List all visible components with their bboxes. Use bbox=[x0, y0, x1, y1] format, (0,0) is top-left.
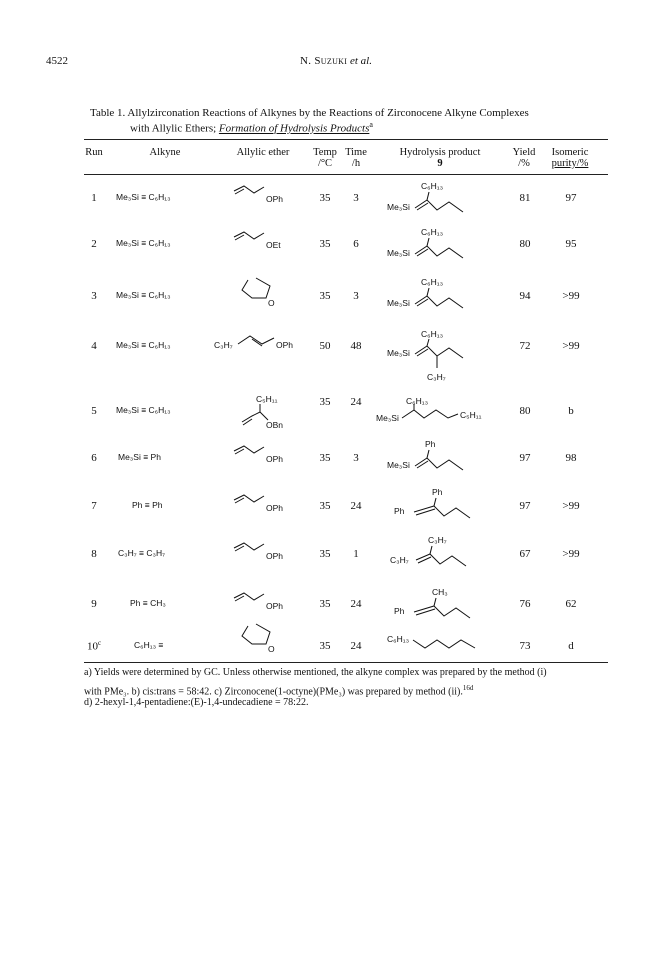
run-2: 2 bbox=[91, 238, 97, 250]
header-time bbox=[340, 147, 372, 169]
allyl-ether-structure-1 bbox=[232, 183, 312, 211]
allyl-ether-structure-6 bbox=[232, 443, 312, 471]
allyl-ether-structure-2 bbox=[232, 229, 312, 257]
footnote-line-2-text: with PMe₃. b) cis:trans = 58:42. c) Zirconocene(1-octyne)(PMe₃) was prepared by method (ii). bbox=[84, 686, 463, 698]
product-left-group: Me₃Si bbox=[376, 413, 399, 423]
yield-8: 67 bbox=[519, 548, 531, 560]
ether-label: O bbox=[268, 644, 275, 654]
temp-4: 50 bbox=[319, 340, 331, 352]
run-3: 3 bbox=[91, 290, 97, 302]
table-bottom-rule bbox=[84, 662, 608, 663]
purity-5: b bbox=[568, 405, 574, 417]
running-head-etal: et al. bbox=[349, 55, 372, 67]
run-4: 4 bbox=[91, 340, 97, 352]
yield-5: 80 bbox=[519, 405, 531, 417]
purity-10: d bbox=[568, 640, 574, 652]
time-9: 24 bbox=[350, 598, 362, 610]
time-7: 24 bbox=[350, 500, 362, 512]
running-head-author: N. Suzuki bbox=[300, 55, 348, 67]
alkyne-9 bbox=[130, 598, 166, 608]
product-structure-8 bbox=[388, 532, 498, 572]
alkyne-right: C₆H₁₃ bbox=[148, 238, 171, 248]
product-substituent: C₃H₇ bbox=[428, 535, 447, 545]
product-left-group: C₃H₇ bbox=[390, 555, 409, 565]
yield-1: 81 bbox=[519, 192, 531, 204]
header-purity bbox=[540, 147, 600, 169]
yield-6: 97 bbox=[519, 452, 531, 464]
ether-label: OPh bbox=[276, 340, 294, 350]
alkyne-4 bbox=[116, 340, 171, 350]
caption-note: a bbox=[369, 120, 373, 129]
table-caption bbox=[90, 107, 610, 135]
alkyne-left: Me₃Si bbox=[116, 238, 139, 248]
run-10-note: c bbox=[97, 639, 102, 647]
header-yield bbox=[508, 147, 540, 169]
triple-bond-icon: ≡ bbox=[144, 500, 150, 510]
purity-9: 62 bbox=[565, 598, 577, 610]
header-time-label: Time bbox=[345, 147, 367, 158]
ether-label: OBn bbox=[266, 420, 284, 430]
alkyne-5 bbox=[116, 405, 171, 415]
product-structure-5 bbox=[376, 394, 506, 428]
ether-label: OPh bbox=[266, 194, 284, 204]
alkyne-right: C₆H₁₃ bbox=[148, 405, 171, 415]
ether-top-group: C₅H₁₁ bbox=[256, 394, 278, 404]
alkyne-left: Me₃Si bbox=[116, 405, 139, 415]
table-top-rule bbox=[84, 139, 608, 140]
alkyne-right: Ph bbox=[152, 500, 163, 510]
yield-3: 94 bbox=[519, 290, 531, 302]
alkyne-10 bbox=[134, 640, 163, 650]
alkyne-left: Ph bbox=[130, 598, 141, 608]
triple-bond-icon: ≡ bbox=[141, 405, 147, 415]
triple-bond-icon: ≡ bbox=[143, 452, 149, 462]
product-left-group: Me₃Si bbox=[387, 202, 410, 212]
allyl-ether-structure-4 bbox=[214, 330, 312, 356]
allyl-ether-structure-5 bbox=[240, 392, 310, 434]
purity-7: >99 bbox=[562, 500, 580, 512]
product-substituent: C₆H₁₃ bbox=[421, 277, 444, 287]
allyl-ether-structure-7 bbox=[232, 492, 312, 520]
product-structure-4 bbox=[385, 326, 495, 386]
product-left-group: Me₃Si bbox=[387, 460, 410, 470]
alkyne-left: Me₃Si bbox=[116, 340, 139, 350]
caption-line-2 bbox=[90, 119, 610, 135]
run-10-number: 10 bbox=[86, 640, 98, 653]
temp-6: 35 bbox=[319, 452, 331, 464]
header-purity-unit: purity/% bbox=[551, 158, 589, 169]
alkyne-3 bbox=[116, 290, 171, 300]
allyl-ether-structure-8 bbox=[232, 540, 312, 568]
alkyne-7 bbox=[132, 500, 163, 510]
header-temp-label: Temp bbox=[313, 147, 337, 158]
time-10: 24 bbox=[350, 640, 362, 652]
yield-4: 72 bbox=[519, 340, 531, 352]
run-10 bbox=[84, 639, 104, 653]
time-3: 3 bbox=[353, 290, 359, 302]
purity-2: 95 bbox=[565, 238, 577, 250]
alkyne-right: C₃H₇ bbox=[146, 548, 166, 558]
product-structure-3 bbox=[385, 274, 495, 314]
product-structure-2 bbox=[385, 224, 495, 264]
product-substituent: C₆H₁₃ bbox=[421, 329, 444, 339]
header-yield-unit: /% bbox=[518, 158, 530, 169]
run-6: 6 bbox=[91, 452, 97, 464]
purity-4: >99 bbox=[562, 340, 580, 352]
temp-8: 35 bbox=[319, 548, 331, 560]
product-substituent: Ph bbox=[432, 487, 443, 497]
product-substituent: CH₃ bbox=[432, 587, 448, 597]
product-extra-group: C₃H₇ bbox=[427, 372, 446, 382]
footnote-line-1: a) Yields were determined by GC. Unless otherwise mentioned, the alkyne complex was prepared by the method (i) bbox=[84, 667, 547, 678]
header-temp bbox=[308, 147, 342, 169]
triple-bond-icon: ≡ bbox=[141, 238, 147, 248]
header-temp-unit: /°C bbox=[317, 158, 333, 169]
product-structure-9 bbox=[392, 584, 502, 624]
alkyne-8 bbox=[118, 548, 165, 558]
alkyne-left: Me₃Si bbox=[118, 452, 141, 462]
temp-1: 35 bbox=[319, 192, 331, 204]
product-right-group: C₅H₁₁ bbox=[460, 410, 482, 420]
temp-2: 35 bbox=[319, 238, 331, 250]
ether-prefix: C₃H₇ bbox=[214, 340, 233, 350]
yield-7: 97 bbox=[519, 500, 531, 512]
product-left-group: Ph bbox=[394, 506, 405, 516]
time-2: 6 bbox=[353, 238, 359, 250]
temp-3: 35 bbox=[319, 290, 331, 302]
caption-italic: Formation of Hydrolysis Products bbox=[218, 122, 370, 135]
product-structure-7 bbox=[392, 484, 502, 524]
footnote-line-3: d) 2-hexyl-1,4-pentadiene:(E)-1,4-undecadiene = 78:22. bbox=[84, 697, 309, 708]
purity-1: 97 bbox=[565, 192, 577, 204]
header-product-label: Hydrolysis product bbox=[399, 147, 481, 158]
alkyne-left: Ph bbox=[132, 500, 143, 510]
product-left-group: Me₃Si bbox=[387, 248, 410, 258]
time-1: 3 bbox=[353, 192, 359, 204]
page-number: 4522 bbox=[46, 55, 68, 67]
product-left-group: Me₃Si bbox=[387, 298, 410, 308]
caption-plain: with Allylic Ethers; bbox=[130, 122, 217, 135]
product-left-group: C₆H₁₃ bbox=[387, 634, 410, 644]
product-structure-10 bbox=[385, 630, 495, 658]
yield-10: 73 bbox=[519, 640, 531, 652]
time-6: 3 bbox=[353, 452, 359, 464]
temp-9: 35 bbox=[319, 598, 331, 610]
ether-label: OPh bbox=[266, 551, 284, 561]
alkyne-left: C₃H₇ bbox=[118, 548, 137, 558]
alkyne-2 bbox=[116, 238, 171, 248]
header-ether: Allylic ether bbox=[236, 147, 290, 158]
run-7: 7 bbox=[91, 500, 97, 512]
header-product bbox=[385, 147, 495, 169]
ether-label: OEt bbox=[266, 240, 281, 250]
triple-bond-icon: ≡ bbox=[139, 548, 145, 558]
temp-10: 35 bbox=[319, 640, 331, 652]
triple-bond-icon: ≡ bbox=[141, 290, 147, 300]
alkyne-left: Me₃Si bbox=[116, 192, 139, 202]
footnote-reference: 16d bbox=[462, 684, 474, 692]
alkyne-left: C₆H₁₃ bbox=[134, 640, 157, 650]
run-1: 1 bbox=[91, 192, 97, 204]
header-alkyne: Alkyne bbox=[149, 147, 181, 158]
product-structure-1 bbox=[385, 178, 495, 218]
run-8: 8 bbox=[91, 548, 97, 560]
alkyne-right: C₆H₁₃ bbox=[148, 290, 171, 300]
product-substituent: Ph bbox=[425, 439, 436, 449]
purity-6: 98 bbox=[565, 452, 577, 464]
header-run: Run bbox=[85, 147, 103, 158]
time-5: 24 bbox=[350, 396, 362, 408]
ether-label: O bbox=[268, 298, 275, 308]
product-left-group: Ph bbox=[394, 606, 405, 616]
triple-bond-icon: ≡ bbox=[141, 340, 147, 350]
triple-bond-icon: ≡ bbox=[142, 598, 148, 608]
alkyne-1 bbox=[116, 192, 171, 202]
ether-label: OPh bbox=[266, 601, 284, 611]
table-header-rule bbox=[84, 174, 608, 175]
product-structure-6 bbox=[385, 436, 495, 476]
triple-bond-icon: ≡ bbox=[158, 640, 164, 650]
product-substituent: C₆H₁₃ bbox=[406, 396, 429, 406]
alkyne-left: Me₃Si bbox=[116, 290, 139, 300]
product-substituent: C₆H₁₃ bbox=[421, 227, 444, 237]
alkyne-right: CH₃ bbox=[150, 598, 166, 608]
header-yield-label: Yield bbox=[512, 147, 536, 158]
yield-9: 76 bbox=[519, 598, 531, 610]
product-substituent: C₆H₁₃ bbox=[421, 181, 444, 191]
temp-7: 35 bbox=[319, 500, 331, 512]
yield-2: 80 bbox=[519, 238, 531, 250]
allyl-ether-structure-9 bbox=[232, 590, 312, 618]
dihydrofuran-ether-structure-3 bbox=[238, 276, 298, 316]
purity-3: >99 bbox=[562, 290, 580, 302]
alkyne-right: C₆H₁₃ bbox=[148, 340, 171, 350]
run-9: 9 bbox=[91, 598, 97, 610]
alkyne-right: C₆H₁₃ bbox=[148, 192, 171, 202]
temp-5: 35 bbox=[319, 396, 331, 408]
ether-label: OPh bbox=[266, 454, 284, 464]
dihydrofuran-ether-structure-10 bbox=[238, 622, 298, 660]
ether-label: OPh bbox=[266, 503, 284, 513]
time-8: 1 bbox=[353, 548, 359, 560]
header-time-unit: /h bbox=[351, 158, 361, 169]
product-left-group: Me₃Si bbox=[387, 348, 410, 358]
run-5: 5 bbox=[91, 405, 97, 417]
caption-line-1: Table 1. Allylzirconation Reactions of Alkynes by the Reactions of Zirconocene Alkyne Complexes bbox=[90, 107, 529, 119]
header-purity-label: Isomeric bbox=[551, 147, 589, 158]
alkyne-6 bbox=[118, 452, 161, 462]
header-product-number: 9 bbox=[437, 158, 443, 169]
time-4: 48 bbox=[350, 340, 362, 352]
alkyne-right: Ph bbox=[150, 452, 161, 462]
running-head bbox=[0, 55, 672, 67]
triple-bond-icon: ≡ bbox=[141, 192, 147, 202]
purity-8: >99 bbox=[562, 548, 580, 560]
